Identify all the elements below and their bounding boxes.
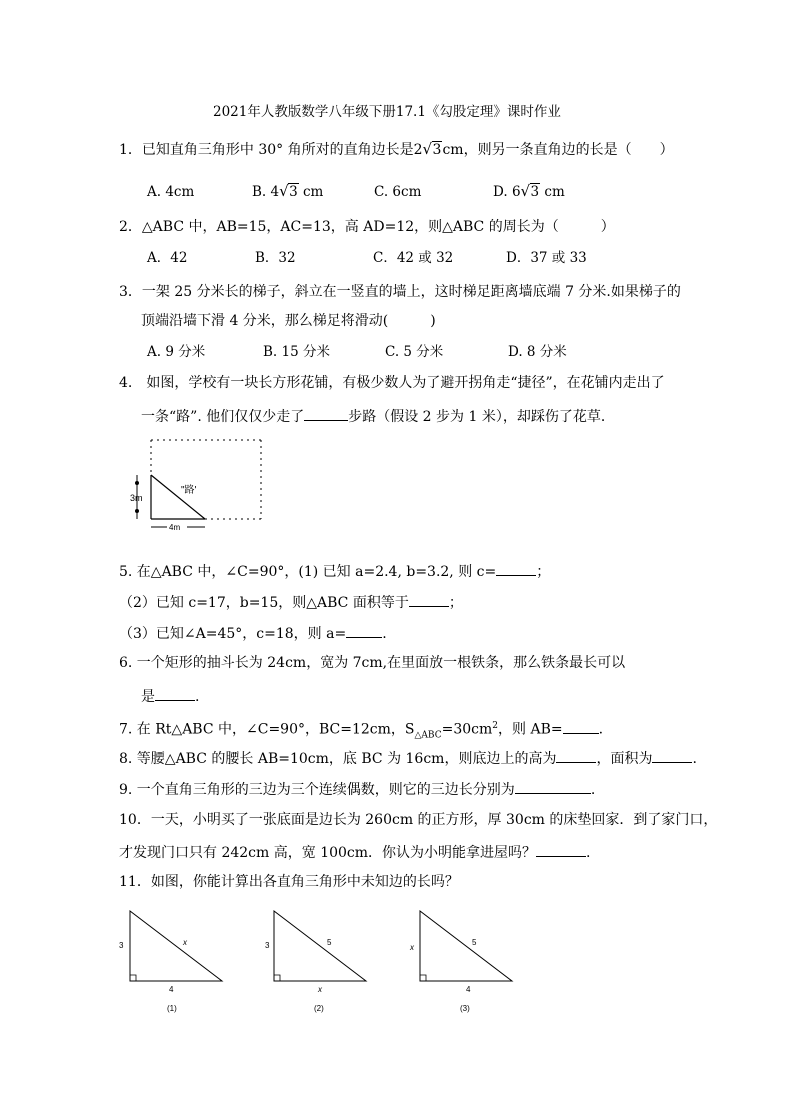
sqrt-icon: √ 3 xyxy=(425,141,443,159)
triangle-1-caption: (1) xyxy=(167,1004,177,1013)
label-road: "路' xyxy=(181,485,197,496)
sqrt-icon: √ 3 xyxy=(523,183,541,201)
answer-blank[interactable] xyxy=(536,842,586,857)
label-3m: 3m xyxy=(130,493,143,503)
triangle-2 xyxy=(265,911,366,1013)
road-path xyxy=(151,475,205,519)
question-10-line-2: 才发现门口只有 242cm 高，宽 100cm．你认为小明能拿进屋吗？ . xyxy=(119,842,590,862)
question-3-option-d: D. 8 分米 xyxy=(508,344,567,360)
triangle-1-hypotenuse-label: x xyxy=(183,938,187,947)
question-1-option-c: C. 6cm xyxy=(374,184,422,200)
question-3-option-c: C. 5 分米 xyxy=(385,344,444,360)
question-2-option-a: A．42 xyxy=(147,250,188,266)
question-1-option-d: D. 6√ 3 cm xyxy=(493,183,565,201)
triangle-3-caption: (3) xyxy=(460,1004,470,1013)
question-2-option-c: C．42 或 32 xyxy=(373,250,454,266)
triangle-3-bottom-label: 4 xyxy=(466,985,471,994)
sqrt-icon: √ 3 xyxy=(281,183,299,201)
triangle-2-caption: (2) xyxy=(314,1004,324,1013)
question-1-text-post: cm，则另一条直角边的长是（ ） xyxy=(442,142,674,158)
flower-bed-figure xyxy=(125,435,270,535)
question-5-line-1: 5. 在△ABC 中，∠C=90°，(1) 已知 a=2.4, b=3.2, 则 c= ； xyxy=(119,561,550,581)
answer-blank[interactable] xyxy=(496,561,536,576)
answer-blank[interactable] xyxy=(563,719,599,734)
triangle-3 xyxy=(409,911,512,1013)
question-1-option-b: B. 4√ 3 cm xyxy=(252,183,323,201)
triangle-1-bottom-label: 4 xyxy=(169,985,174,994)
triangle-2-bottom-label: x xyxy=(318,985,322,994)
question-1 xyxy=(119,141,674,159)
question-3-line-1: 3．一架 25 分米长的梯子，斜立在一竖直的墙上，这时梯足距离墙底端 7 分米.如果梯子的 xyxy=(119,284,681,300)
triangle-1-left-label: 3 xyxy=(119,941,124,950)
answer-blank[interactable] xyxy=(556,748,596,763)
question-9: 9. 一个直角三角形的三边为三个连续偶数，则它的三边长分别为 . xyxy=(119,779,595,799)
right-angle-icon xyxy=(130,975,136,981)
label-4m: 4m xyxy=(169,523,181,532)
answer-blank[interactable] xyxy=(515,779,591,794)
question-5-line-3: （3）已知∠A=45°，c=18，则 a= . xyxy=(119,623,387,643)
page-title: 2021年人教版数学八年级下册17.1《勾股定理》课时作业 xyxy=(213,104,561,120)
question-2-option-b: B．32 xyxy=(255,250,296,266)
question-2: 2．△ABC 中，AB=15，AC=13，高 AD=12，则△ABC 的周长为（ ） xyxy=(119,219,615,235)
question-1-text-pre: 1．已知直角三角形中 30° 角所对的直角边长是 xyxy=(119,142,414,158)
question-3-option-b: B. 15 分米 xyxy=(263,344,330,360)
question-1-option-a: A. 4cm xyxy=(147,184,195,200)
question-11: 11．如图，你能计算出各直角三角形中未知边的长吗？ xyxy=(119,874,459,890)
question-8: 8. 等腰△ABC 的腰长 AB=10cm，底 BC 为 16cm，则底边上的高为 ，面积为 . xyxy=(119,748,697,768)
answer-blank[interactable] xyxy=(346,623,382,638)
right-angle-icon xyxy=(274,975,280,981)
triangle-3-left-label: x xyxy=(410,943,414,952)
question-4-line-2: 一条“路”. 他们仅仅少走了 步路（假设 2 步为 1 米），却踩伤了花草． xyxy=(141,406,615,426)
question-6-line-1: 6. 一个矩形的抽斗长为 24cm，宽为 7cm,在里面放一根铁条，那么铁条最长可以 xyxy=(119,655,626,671)
answer-blank[interactable] xyxy=(409,592,449,607)
triangle-1 xyxy=(119,911,222,1013)
question-6-line-2: 是 . xyxy=(141,686,199,706)
question-2-option-d: D．37 或 33 xyxy=(506,250,587,266)
triangle-3-hypotenuse-label: 5 xyxy=(472,938,477,947)
right-triangles-figure xyxy=(114,905,544,1025)
question-7: 7. 在 Rt△ABC 中，∠C=90°，BC=12cm，$S_{\triangle ABC}=30cm^2$，则 AB= . xyxy=(119,717,603,744)
question-10-line-1: 10．一天，小明买了一张底面是边长为 260cm 的正方形，厚 30cm 的床垫回家．到了家门口， xyxy=(119,812,718,828)
question-1-radical-coef: 2 xyxy=(413,142,423,158)
question-3-line-2: 顶端沿墙下滑 4 分米，那么梯足将滑动( ) xyxy=(141,313,436,329)
triangle-2-hypotenuse-label: 5 xyxy=(327,938,332,947)
answer-blank[interactable] xyxy=(652,748,692,763)
question-5-line-2: （2）已知 c=17，b=15，则△ABC 面积等于 ； xyxy=(119,592,463,612)
answer-blank[interactable] xyxy=(304,406,348,421)
right-angle-icon xyxy=(420,975,426,981)
triangle-2-left-label: 3 xyxy=(265,941,270,950)
question-4-line-1: 4. 如图，学校有一块长方形花铺，有极少数人为了避开拐角走“捷径”，在花铺内走出了 xyxy=(119,375,665,391)
answer-blank[interactable] xyxy=(155,686,195,701)
question-3-option-a: A. 9 分米 xyxy=(147,344,206,360)
